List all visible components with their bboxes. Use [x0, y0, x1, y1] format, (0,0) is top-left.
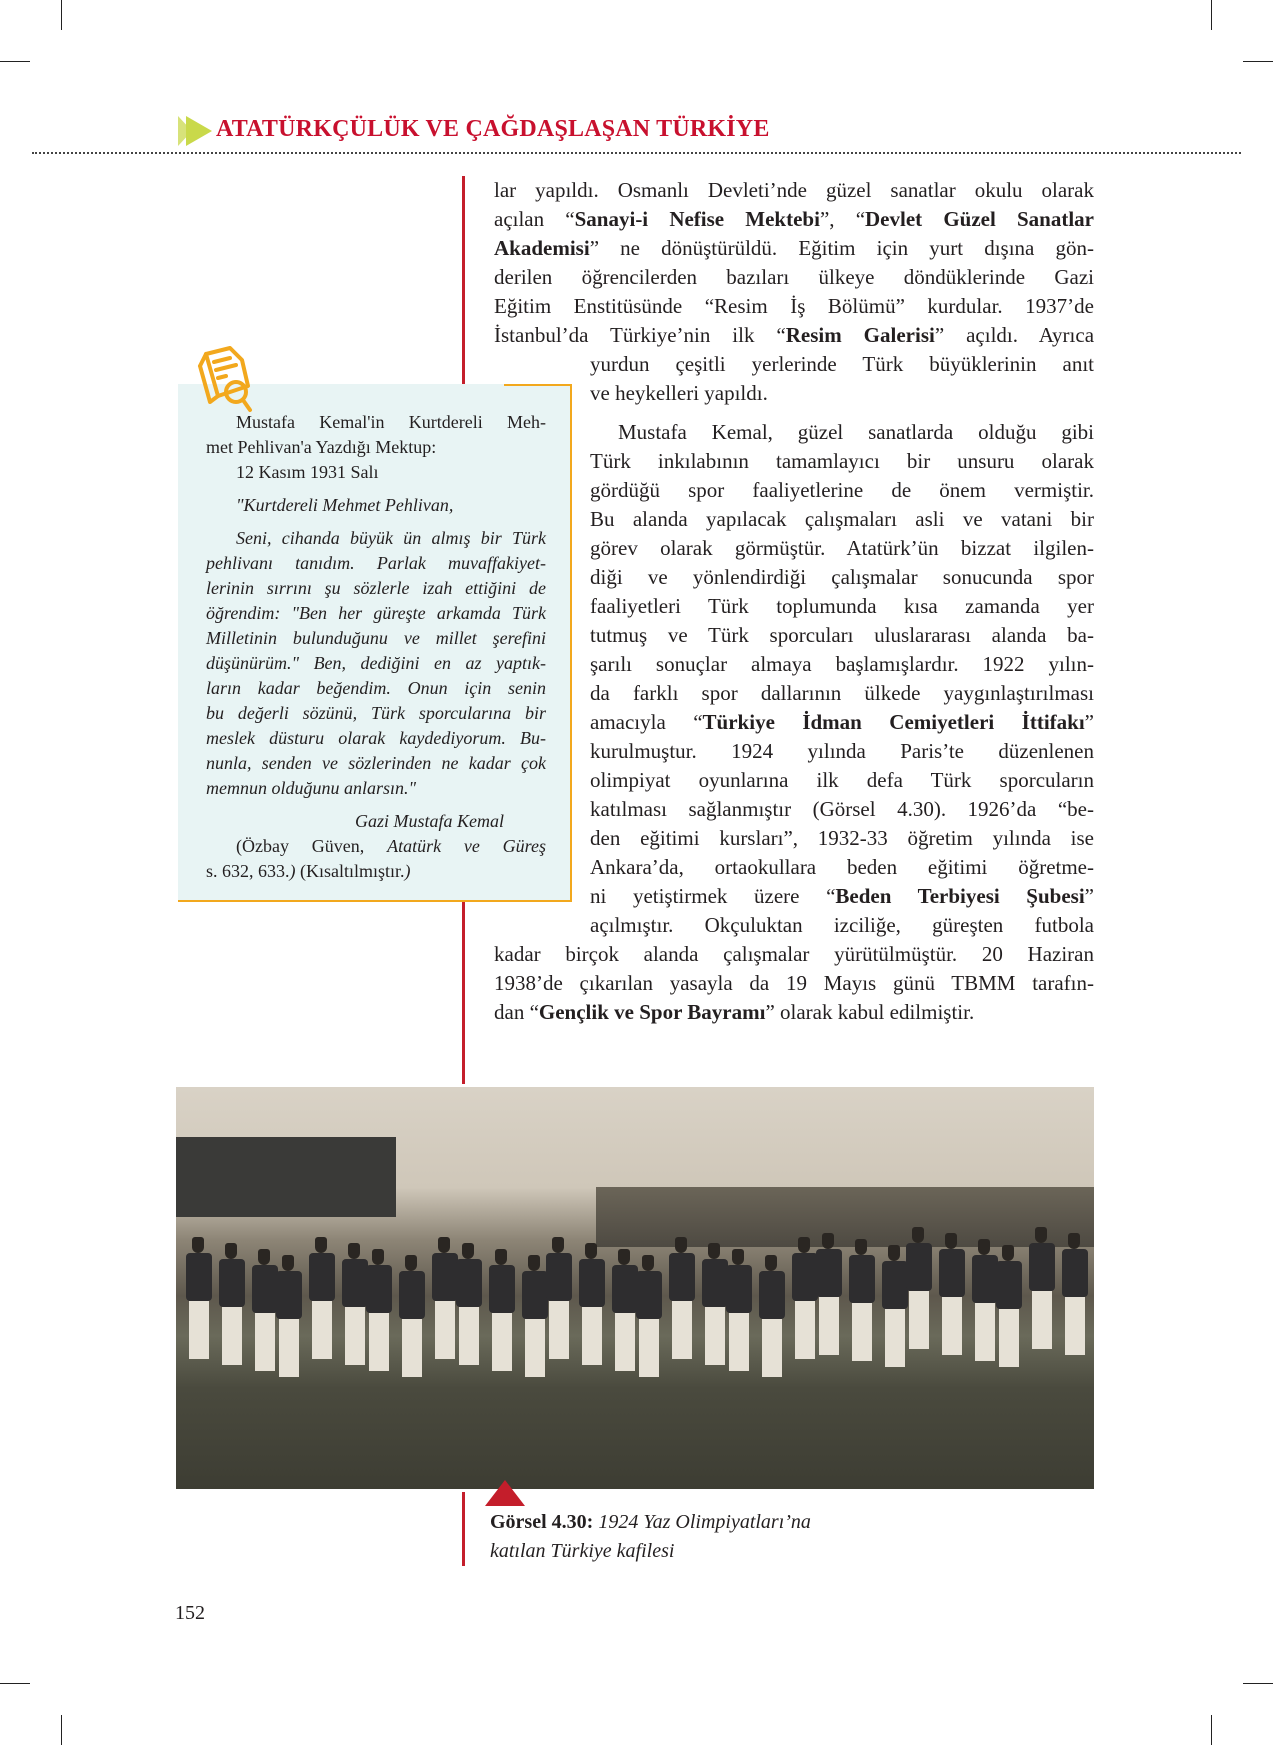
crop-mark: [1243, 61, 1273, 62]
text-line: [590, 418, 1094, 447]
text-line: [590, 592, 1094, 621]
text-line: [206, 551, 546, 576]
text-segment: ” açıldı. Ayrıca: [934, 323, 1095, 347]
text-segment: nunla, senden ve sözlerinden ne kadar çok: [206, 753, 546, 773]
text-segment: ”: [1084, 710, 1094, 734]
text-segment: Eğitim Enstitüsünde “Resim İş Bölümü” kurdular. 1937’de: [494, 294, 1094, 318]
text-segment: (Özbay Güven,: [236, 836, 388, 856]
text-line: [590, 824, 1094, 853]
text-segment: lerinin sırrını şu sözlerle izah ettiğini de: [206, 578, 546, 598]
text-line: [494, 969, 1094, 998]
bold-term: Sanayi-i Nefise Mektebi: [574, 207, 820, 231]
text-segment: Seni, cihanda büyük ün almış bir Türk: [236, 528, 546, 548]
text-line: [206, 676, 546, 701]
text-line: [355, 809, 555, 834]
text-line: [206, 859, 546, 884]
text-segment: Bu alanda yapılacak çalışmaları asli ve vatani bir: [590, 507, 1094, 531]
text-segment: Mustafa Kemal, güzel sanatlarda olduğu gibi: [618, 420, 1094, 444]
text-segment: faaliyetleri Türk toplumunda kısa zamanda yer: [590, 594, 1094, 618]
text-line: [590, 621, 1094, 650]
text-segment: s. 632, 633.: [206, 861, 290, 881]
text-segment: ): [404, 861, 411, 881]
text-segment: kurulmuştur. 1924 yılında Paris’te düzenlenen: [590, 739, 1094, 763]
text-line: [206, 435, 546, 460]
text-line: [590, 766, 1094, 795]
text-line: [494, 292, 1094, 321]
box-border: [504, 384, 572, 386]
text-segment: diği ve yönlendirdiği çalışmalar sonucunda spor: [590, 565, 1094, 589]
text-line: [590, 853, 1094, 882]
text-segment: da farklı spor dallarının ülkede yaygınlaştırılması: [590, 681, 1094, 705]
text-line: [590, 795, 1094, 824]
bold-term: Beden Terbiyesi Şubesi: [835, 884, 1085, 908]
text-segment: katılması sağlanmıştır (Görsel 4.30). 1926’da “be-: [590, 797, 1094, 821]
text-line: [206, 726, 546, 751]
text-line: [590, 882, 1094, 911]
figure-caption-line2: katılan Türkiye kafilesi: [490, 1540, 675, 1562]
text-segment: düşünürüm." Ben, dediğini en az yaptık-: [206, 653, 546, 673]
text-segment: dan “: [494, 1000, 539, 1024]
text-segment: açılmıştır. Okçuluktan izciliğe, güreşten futbola: [590, 913, 1094, 937]
text-line: [590, 563, 1094, 592]
text-line: [494, 234, 1094, 263]
text-segment: "Kurtdereli Mehmet Pehlivan,: [236, 495, 454, 515]
bold-term: Gençlik ve Spor Bayramı: [538, 1000, 766, 1024]
text-line: [206, 776, 546, 801]
text-segment: memnun olduğunu anlarsın.": [206, 778, 417, 798]
text-line: [590, 379, 1094, 408]
crop-mark: [0, 1683, 30, 1684]
bold-term: Akademisi: [494, 236, 590, 260]
text-segment: pehlivanı tanıdım. Parlak muvaffakiyet-: [206, 553, 546, 573]
text-line: [206, 751, 546, 776]
text-segment: met Pehlivan'a Yazdığı Mektup:: [206, 437, 437, 457]
text-segment: Mustafa Kemal'in Kurtdereli Meh-: [236, 412, 546, 432]
text-line: [590, 708, 1094, 737]
text-segment: Ankara’da, ortaokullara beden eğitimi öğretme-: [590, 855, 1094, 879]
text-segment: ”: [1084, 884, 1094, 908]
text-line: [590, 679, 1094, 708]
text-line: [206, 701, 546, 726]
text-line: [590, 350, 1094, 379]
text-line: [590, 650, 1094, 679]
crop-mark: [1211, 1715, 1212, 1745]
caption-rule: [462, 1492, 465, 1566]
text-line: [494, 263, 1094, 292]
text-line: [590, 534, 1094, 563]
text-segment: Türk inkılabının tamamlayıcı bir unsuru olarak: [590, 449, 1094, 473]
text-line: [494, 321, 1094, 350]
box-border: [570, 384, 572, 902]
chapter-arrow-icon: [178, 116, 212, 146]
text-line: [494, 176, 1094, 205]
text-segment: ve heykelleri yapıldı.: [590, 381, 768, 405]
chapter-title: ATATÜRKÇÜLÜK VE ÇAĞDAŞLAŞAN TÜRKİYE: [216, 116, 770, 142]
text-line: [590, 911, 1094, 940]
text-line: [236, 410, 546, 435]
text-segment: 1938’de çıkarılan yasayla da 19 Mayıs günü TBMM tarafın-: [494, 971, 1094, 995]
text-line: [590, 737, 1094, 766]
olympics-team-photo: [176, 1087, 1094, 1489]
text-segment: ların kadar beğendim. Onun için senin: [206, 678, 546, 698]
text-segment: derilen öğrencilerden bazıları ülkeye döndüklerinde Gazi: [494, 265, 1094, 289]
text-segment: şarılı sonuçlar almaya başlamışlardır. 1922 yılın-: [590, 652, 1094, 676]
text-line: [494, 940, 1094, 969]
text-segment: ): [289, 861, 296, 881]
crop-mark: [61, 1715, 62, 1745]
text-segment: öğrendim: "Ben her güreşte arkamda Türk: [206, 603, 546, 623]
text-segment: İstanbul’da Türkiye’nin ilk “: [494, 323, 786, 347]
bold-term: Devlet Güzel Sanatlar: [865, 207, 1094, 231]
text-segment: ni yetiştirmek üzere “: [590, 884, 836, 908]
text-line: [494, 998, 1094, 1027]
text-segment: olimpiyat oyunlarına ilk defa Türk sporcuların: [590, 768, 1094, 792]
header-divider: [32, 152, 1241, 154]
text-line: [236, 493, 546, 518]
text-line: [206, 601, 546, 626]
bold-term: Türkiye İdman Cemiyetleri İttifakı: [702, 710, 1085, 734]
crop-mark: [1243, 1683, 1273, 1684]
page-number: 152: [175, 1602, 205, 1624]
text-segment: kadar birçok alanda çalışmalar yürütülmüştür. 20 Haziran: [494, 942, 1094, 966]
text-segment: lar yapıldı. Osmanlı Devleti’nde güzel sanatlar okulu olarak: [494, 178, 1094, 202]
text-line: [590, 447, 1094, 476]
text-line: [236, 526, 546, 551]
text-segment: Gazi Mustafa Kemal: [355, 811, 505, 831]
text-segment: tutmuş ve Türk sporcuları uluslararası alanda ba-: [590, 623, 1094, 647]
text-line: [206, 651, 546, 676]
text-segment: Atatürk ve Güreş: [387, 836, 546, 856]
text-segment: açılan “: [494, 207, 575, 231]
text-segment: ” ne dönüştürüldü. Eğitim için yurt dışına gön-: [589, 236, 1094, 260]
crop-mark: [0, 61, 30, 62]
text-line: [236, 460, 546, 485]
text-line: [206, 576, 546, 601]
text-line: [590, 476, 1094, 505]
figure-label: Görsel 4.30:: [490, 1511, 594, 1533]
text-segment: (Kısaltılmıştır.: [295, 861, 405, 881]
text-segment: bu değerli sözünü, Türk sporcularına bir: [206, 703, 546, 723]
text-line: [206, 626, 546, 651]
text-segment: ” olarak kabul edilmiştir.: [765, 1000, 975, 1024]
photo-grandstand: [176, 1137, 396, 1217]
caption-marker-icon: [485, 1480, 525, 1506]
text-segment: meslek düsturu olarak kaydediyorum. Bu-: [206, 728, 546, 748]
figure-caption-cont: [490, 1537, 674, 1566]
figure-caption: [490, 1508, 811, 1537]
photo-crowd: [596, 1187, 1094, 1247]
text-segment: amacıyla “: [590, 710, 703, 734]
document-search-icon: [196, 344, 256, 414]
text-segment: yurdun çeşitli yerlerinde Türk büyüklerinin anıt: [590, 352, 1094, 376]
text-segment: 12 Kasım 1931 Salı: [236, 462, 379, 482]
text-segment: gördüğü spor faaliyetlerine de önem vermiştir.: [590, 478, 1094, 502]
text-segment: görev olarak görmüştür. Atatürk’ün bizzat ilgilen-: [590, 536, 1094, 560]
text-segment: ”, “: [819, 207, 866, 231]
text-line: [236, 834, 546, 859]
bold-term: Resim Galerisi: [785, 323, 935, 347]
crop-mark: [61, 0, 62, 30]
text-line: [494, 205, 1094, 234]
figure-caption-line1: 1924 Yaz Olimpiyatları’na: [598, 1511, 811, 1533]
box-border: [178, 900, 572, 902]
text-segment: Milletinin bulunduğunu ve millet şerefini: [206, 628, 546, 648]
text-segment: den eğitimi kursları”, 1932-33 öğretim yılında ise: [590, 826, 1094, 850]
text-line: [590, 505, 1094, 534]
crop-mark: [1211, 0, 1212, 30]
